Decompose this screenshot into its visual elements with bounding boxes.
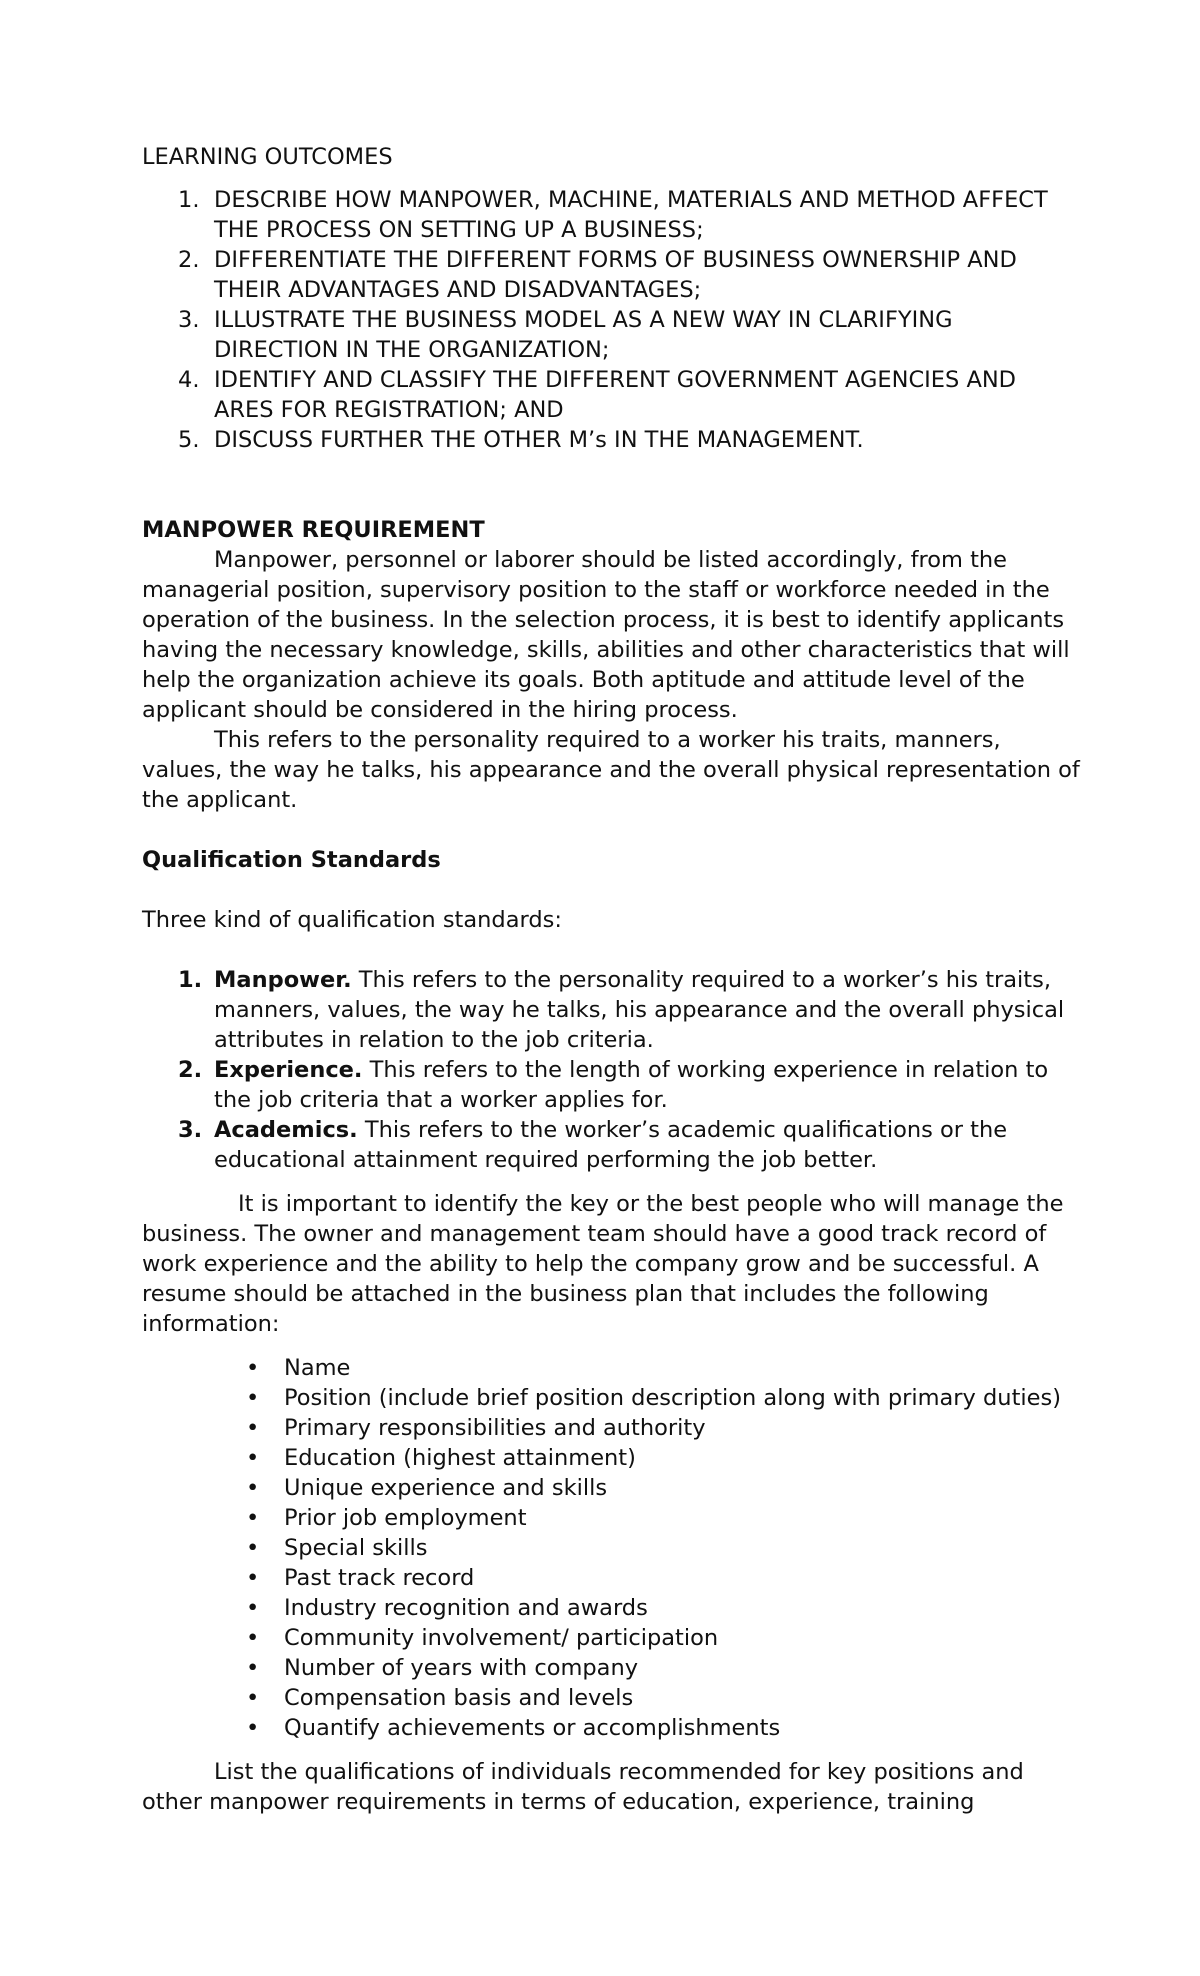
- learning-outcomes-list: [142, 185, 1082, 455]
- list-item: [142, 1563, 1082, 1593]
- list-item-text: Name: [284, 1355, 351, 1381]
- manpower-paragraph-1: Manpower, personnel or laborer should be listed accordingly, from the managerial position, supervisory position to the staff or workforce needed in the operation of the business. In the selection process, it is best to identify applicants having the necessary knowledge, skills, abilities and other characteristics that will help the organization achieve its goals. Both aptitude and attitude level of the applicant should be considered in the hiring process.: [142, 547, 1070, 723]
- spacer: [142, 875, 1082, 905]
- list-item: [142, 1115, 1082, 1175]
- list-item: [142, 185, 1082, 245]
- list-item: [142, 365, 1082, 425]
- list-item: [142, 245, 1082, 305]
- spacer: [142, 935, 1082, 965]
- list-item-text: Compensation basis and levels: [284, 1685, 634, 1711]
- spacer: [142, 1339, 1082, 1353]
- list-item-text: Primary responsibilities and authority: [284, 1415, 706, 1441]
- list-item: [142, 1413, 1082, 1443]
- list-number: 2.: [178, 247, 200, 273]
- bullet-icon: •: [246, 1565, 260, 1591]
- key-people-paragraph: It is important to identify the key or the best people who will manage the business. The owner and management team should have a good track record of work experience and the ability to help the company grow and be successful. A resume should be attached in the business plan that includes the following information:: [142, 1191, 1064, 1337]
- list-item-text: DISCUSS FURTHER THE OTHER M’s IN THE MANAGEMENT.: [214, 427, 864, 453]
- list-number: 1.: [178, 187, 200, 213]
- spacer: [142, 455, 1082, 515]
- qualification-standards-heading: Qualification Standards: [142, 847, 441, 873]
- resume-info-list: [142, 1353, 1082, 1743]
- list-item-text: Past track record: [284, 1565, 475, 1591]
- bullet-icon: •: [246, 1625, 260, 1651]
- list-item: [142, 1683, 1082, 1713]
- bullet-icon: •: [246, 1385, 260, 1411]
- spacer: [142, 815, 1082, 845]
- qualification-list: [142, 965, 1082, 1175]
- list-item: [142, 1653, 1082, 1683]
- list-item: [142, 1383, 1082, 1413]
- list-item-text: Number of years with company: [284, 1655, 639, 1681]
- bullet-icon: •: [246, 1685, 260, 1711]
- document-content: [142, 142, 1082, 1817]
- list-item: [142, 1503, 1082, 1533]
- qualification-term: Academics.: [214, 1117, 358, 1143]
- list-item: [142, 1473, 1082, 1503]
- list-item: [142, 1623, 1082, 1653]
- qualification-description: This refers to the worker’s academic qualifications or the educational attainment required performing the job better.: [214, 1117, 1008, 1173]
- qualification-description: This refers to the length of working experience in relation to the job criteria that a worker applies for.: [214, 1057, 1049, 1113]
- bullet-icon: •: [246, 1415, 260, 1441]
- qualification-term: Experience.: [214, 1057, 363, 1083]
- list-item-text: Unique experience and skills: [284, 1475, 608, 1501]
- list-item-text: Industry recognition and awards: [284, 1595, 648, 1621]
- spacer: [142, 1743, 1082, 1757]
- list-item: [142, 1443, 1082, 1473]
- bullet-icon: •: [246, 1655, 260, 1681]
- learning-outcomes-heading: LEARNING OUTCOMES: [142, 144, 393, 170]
- bullet-icon: •: [246, 1715, 260, 1741]
- list-item-text: Position (include brief position description along with primary duties): [284, 1385, 1061, 1411]
- list-item: [142, 1055, 1082, 1115]
- list-item-text: Community involvement/ participation: [284, 1625, 719, 1651]
- list-number: 5.: [178, 427, 200, 453]
- bullet-icon: •: [246, 1445, 260, 1471]
- list-number: 2.: [178, 1057, 203, 1083]
- bullet-icon: •: [246, 1475, 260, 1501]
- bullet-icon: •: [246, 1595, 260, 1621]
- qualification-intro: Three kind of qualification standards:: [142, 907, 562, 933]
- list-item: [142, 1713, 1082, 1743]
- list-number: 3.: [178, 1117, 203, 1143]
- closing-paragraph: List the qualifications of individuals recommended for key positions and other manpower requirements in terms of education, experience, training: [142, 1759, 1024, 1815]
- list-item-text: Education (highest attainment): [284, 1445, 636, 1471]
- list-item: [142, 1353, 1082, 1383]
- bullet-icon: •: [246, 1505, 260, 1531]
- manpower-paragraph-2: This refers to the personality required to a worker his traits, manners, values, the way he talks, his appearance and the overall physical representation of the applicant.: [142, 727, 1080, 813]
- bullet-icon: •: [246, 1355, 260, 1381]
- list-item-text: DIFFERENTIATE THE DIFFERENT FORMS OF BUSINESS OWNERSHIP AND THEIR ADVANTAGES AND DISADVANTAGES;: [214, 247, 1017, 303]
- list-item: [142, 965, 1082, 1055]
- list-item-text: Special skills: [284, 1535, 428, 1561]
- list-item-text: IDENTIFY AND CLASSIFY THE DIFFERENT GOVERNMENT AGENCIES AND ARES FOR REGISTRATION; AND: [214, 367, 1016, 423]
- list-item: [142, 425, 1082, 455]
- list-item-text: Quantify achievements or accomplishments: [284, 1715, 781, 1741]
- list-item: [142, 1533, 1082, 1563]
- list-item-text: Prior job employment: [284, 1505, 527, 1531]
- list-number: 3.: [178, 307, 200, 333]
- bullet-icon: •: [246, 1535, 260, 1561]
- list-number: 1.: [178, 967, 203, 993]
- spacer: [142, 1175, 1082, 1189]
- qualification-description: This refers to the personality required to a worker’s his traits, manners, values, the way he talks, his appearance and the overall physical attributes in relation to the job criteria.: [214, 967, 1065, 1053]
- list-number: 4.: [178, 367, 200, 393]
- qualification-term: Manpower.: [214, 967, 352, 993]
- list-item-text: DESCRIBE HOW MANPOWER, MACHINE, MATERIALS AND METHOD AFFECT THE PROCESS ON SETTING UP A BUSINESS;: [214, 187, 1048, 243]
- list-item-text: ILLUSTRATE THE BUSINESS MODEL AS A NEW WAY IN CLARIFYING DIRECTION IN THE ORGANIZATION;: [214, 307, 953, 363]
- list-item: [142, 305, 1082, 365]
- manpower-requirement-heading: MANPOWER REQUIREMENT: [142, 517, 485, 543]
- list-item: [142, 1593, 1082, 1623]
